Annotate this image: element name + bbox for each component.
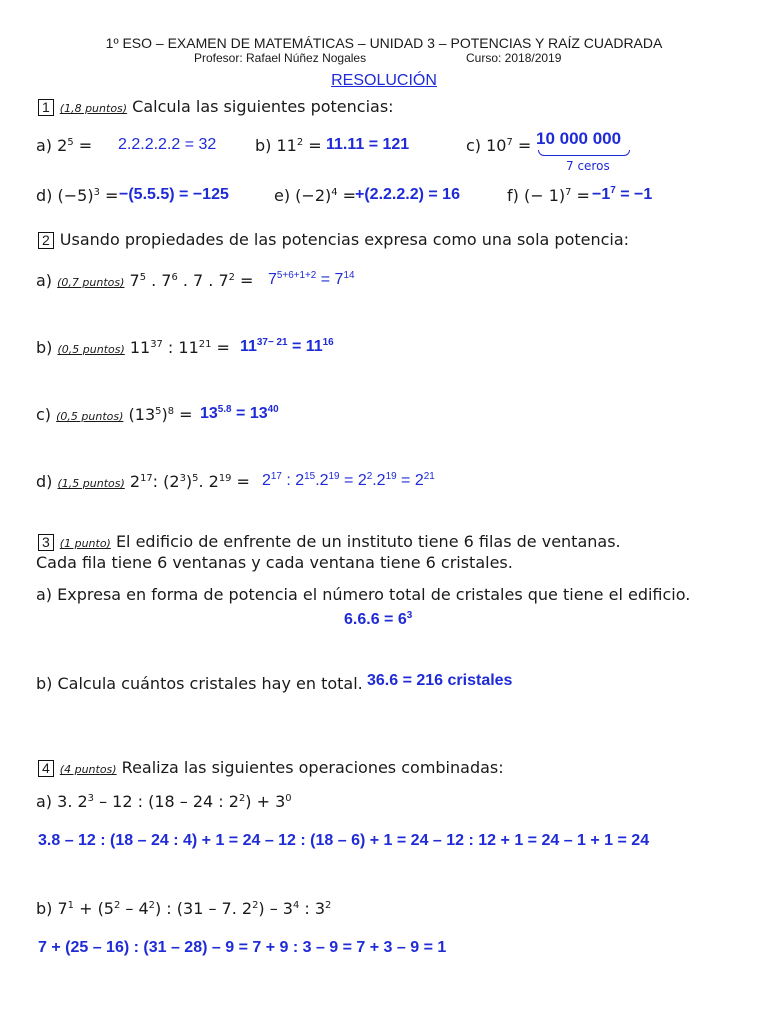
q4-a-answer: 3.8 – 12 : (18 – 24 : 4) + 1 = 24 – 12 : (18 – 6) + 1 = 24 – 12 : 12 + 1 = 24 – 1 + 1 = 24 [38,832,650,849]
q4-a-expression: a) 3. $2^3 - 12$ : (18 – 24 : $2^2) + 3^0$ [36,792,292,811]
teacher-name: Profesor: Rafael Núñez Nogales [194,51,367,65]
q3-b-answer: 36.6 = 216 cristales [367,672,513,689]
resolution-heading: RESOLUCIÓN [331,72,437,89]
q3-points: (1 punto) [59,537,111,550]
q3-number: 3 [38,534,54,551]
q1-f-expression: f) (− 1)$^7$ = [507,186,590,205]
course-year: Curso: 2018/2019 [466,51,562,65]
q1-number: 1 [38,99,54,116]
q2-heading [38,230,629,249]
q4-points: (4 puntos) [59,763,117,776]
q2-statement: Usando propiedades de las potencias expresa como una sola potencia: [59,230,630,249]
q1-e-answer: +(2.2.2.2) = 16 [355,186,460,203]
q1-heading [38,97,394,116]
q2-b-answer: $11^{37- 21} = 11^{16}$ [240,337,334,355]
q1-e-expression: e) $(-2)^4$ = [274,186,357,205]
q4-number: 4 [38,760,54,777]
q1-f-answer: $-1^7 = -1$ [592,185,653,203]
q1-d-answer: −(5.5.5) = −125 [119,186,229,203]
q4-heading [38,758,504,777]
q3-b-question: b) Calcula cuántos cristales hay en total. [36,674,363,693]
q4-b-answer: 7 + (25 – 16) : (31 – 28) – 9 = 7 + 9 : 3 – 9 = 7 + 3 – 9 = 1 [38,939,447,956]
q1-d-expression: d) $(-5)^3$ = [36,186,119,205]
q2-a-answer: $7^{5+6+1+2} = 7^{14}$ [268,270,355,288]
q3-a-answer: $6.6.6 = 6^3$ [344,610,413,628]
q2-d-expression: d) (1,5 puntos) $2^{17}$: $(2^3)^5$. $2^{19}$ = [36,472,250,491]
q2-a-expression: a) (0,7 puntos) $7^5$ . $7^6$ . 7 . $7^2$ = [36,271,254,290]
q1-a-answer: 2.2.2.2.2 = 32 [118,136,217,153]
q1-b-expression: b) $11^2$ = [255,136,322,155]
q1-statement: Calcula las siguientes potencias: [132,97,394,116]
q1-c-expression: c) $10^7$ = [466,136,532,155]
q3-heading [38,532,621,551]
q2-c-expression: c) (0,5 puntos) $(13^5)^8$ = [36,405,193,424]
q2-number: 2 [38,232,54,249]
q1-c-answer: 10 000 000 [536,129,622,148]
q1-c-brace [538,150,630,156]
q1-c-note: 7 ceros [566,159,610,173]
q2-c-answer: $13^{5.8} = 13^{40}$ [200,404,279,422]
q4-statement: Realiza las siguientes operaciones combinadas: [121,758,504,777]
q3-a-question: a) Expresa en forma de potencia el número total de cristales que tiene el edificio. [36,585,691,604]
q2-b-expression: b) (0,5 puntos) $11^{37}$ : $11^{21}$ = [36,338,230,357]
exam-title: 1º ESO – EXAMEN DE MATEMÁTICAS – UNIDAD 3 – POTENCIAS Y RAÍZ CUADRADA [105,35,663,51]
q3-statement-line1: El edificio de enfrente de un instituto tiene 6 filas de ventanas. [115,532,621,551]
q2-d-answer: $2^{17}$ : $2^{15}.2^{19} = 2^2.2^{19} = 2^{21}$ [262,471,435,489]
q1-a-expression: a) $2^5$ = [36,136,93,155]
q1-b-answer: 11.11 = 121 [326,136,410,153]
q3-statement-line2: Cada fila tiene 6 ventanas y cada ventana tiene 6 cristales. [36,553,513,572]
q4-b-expression: b) $7^1 + (5^2 - 4^2)$ : (31 – 7. $2^2) - 3^4$ : $3^2$ [36,899,332,918]
q1-points: (1,8 puntos) [59,102,128,115]
